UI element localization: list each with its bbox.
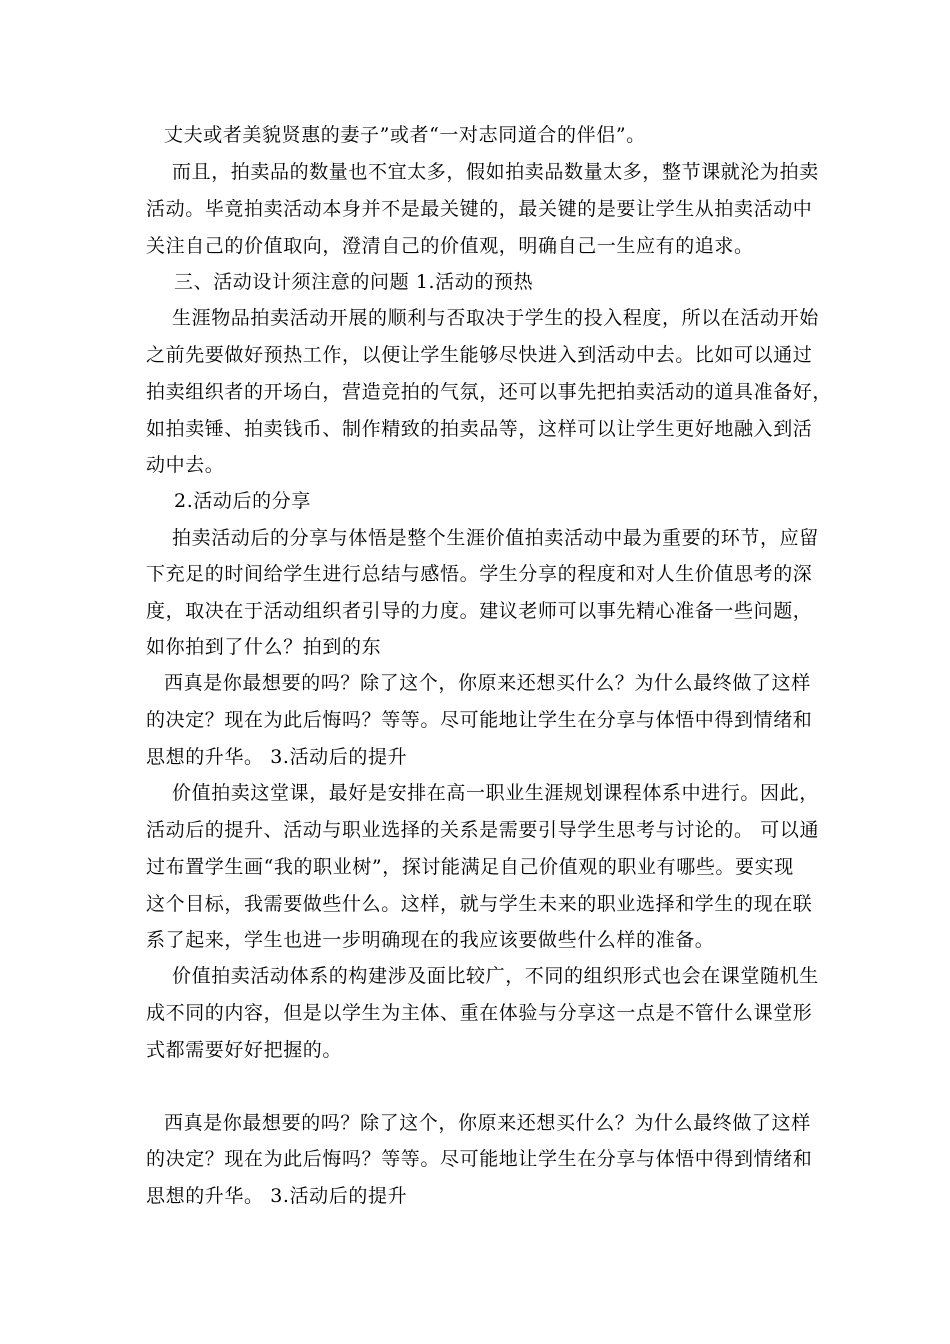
text-line: 丈夫或者美貌贤惠的妻子”或者“一对志同道合的伴侣”。 — [164, 124, 646, 146]
text-line: 下充足的时间给学生进行总结与感悟。学生分享的程度和对人生价值思考的深 — [146, 563, 813, 585]
text-line: 活动。毕竟拍卖活动本身并不是最关键的，最关键的是要让学生从拍卖活动中 — [146, 198, 813, 220]
text-line: 价值拍卖这堂课，最好是安排在高一职业生涯规划课程体系中进行。因此， — [172, 782, 819, 804]
subsection-heading: 2.活动后的分享 — [174, 490, 311, 512]
text-line: 思想的升华。 3.活动后的提升 — [146, 1185, 408, 1207]
text-line: 如你拍到了什么？拍到的东 — [146, 636, 382, 658]
text-line: 度，取决在于活动组织者引导的力度。建议老师可以事先精心准备一些问题， — [146, 600, 813, 622]
text-line: 关注自己的价值取向，澄清自己的价值观，明确自己一生应有的追求。 — [146, 235, 754, 257]
text-line: 过布置学生画“我的职业树”，探讨能满足自己价值观的职业有哪些。要实现 — [146, 856, 794, 878]
section-heading: 三、活动设计须注意的问题 1.活动的预热 — [174, 271, 534, 293]
text-line: 动中去。 — [146, 454, 225, 476]
text-line: 价值拍卖活动体系的构建涉及面比较广，不同的组织形式也会在课堂随机生 — [172, 965, 819, 987]
text-line: 的决定？现在为此后悔吗？等等。尽可能地让学生在分享与体悟中得到情绪和 — [146, 1148, 813, 1170]
text-line: 式都需要好好把握的。 — [146, 1039, 343, 1061]
text-line: 拍卖活动后的分享与体悟是整个生涯价值拍卖活动中最为重要的环节，应留 — [172, 527, 819, 549]
text-line: 西真是你最想要的吗？除了这个，你原来还想买什么？为什么最终做了这样 — [164, 672, 811, 694]
text-line: 拍卖组织者的开场白，营造竞拍的气氛，还可以事先把拍卖活动的道具准备好， — [146, 381, 833, 403]
text-line: 生涯物品拍卖活动开展的顺利与否取决于学生的投入程度，所以在活动开始 — [172, 307, 819, 329]
text-line: 而且，拍卖品的数量也不宜太多，假如拍卖品数量太多，整节课就沦为拍卖 — [172, 161, 819, 183]
text-line: 这个目标，我需要做些什么。这样，就与学生未来的职业选择和学生的现在联 — [146, 893, 813, 915]
text-line: 之前先要做好预热工作，以便让学生能够尽快进入到活动中去。比如可以通过 — [146, 344, 813, 366]
text-line: 成不同的内容，但是以学生为主体、重在体验与分享这一点是不管什么课堂形 — [146, 1002, 813, 1024]
text-line: 西真是你最想要的吗？除了这个，你原来还想买什么？为什么最终做了这样 — [164, 1112, 811, 1134]
text-line: 思想的升华。 3.活动后的提升 — [146, 746, 408, 768]
text-line: 系了起来，学生也进一步明确现在的我应该要做些什么样的准备。 — [146, 929, 715, 951]
text-line: 如拍卖锤、拍卖钱币、制作精致的拍卖品等，这样可以让学生更好地融入到活 — [146, 418, 813, 440]
text-line: 的决定？现在为此后悔吗？等等。尽可能地让学生在分享与体悟中得到情绪和 — [146, 709, 813, 731]
text-line: 活动后的提升、活动与职业选择的关系是需要引导学生思考与讨论的。 可以通 — [146, 819, 820, 841]
